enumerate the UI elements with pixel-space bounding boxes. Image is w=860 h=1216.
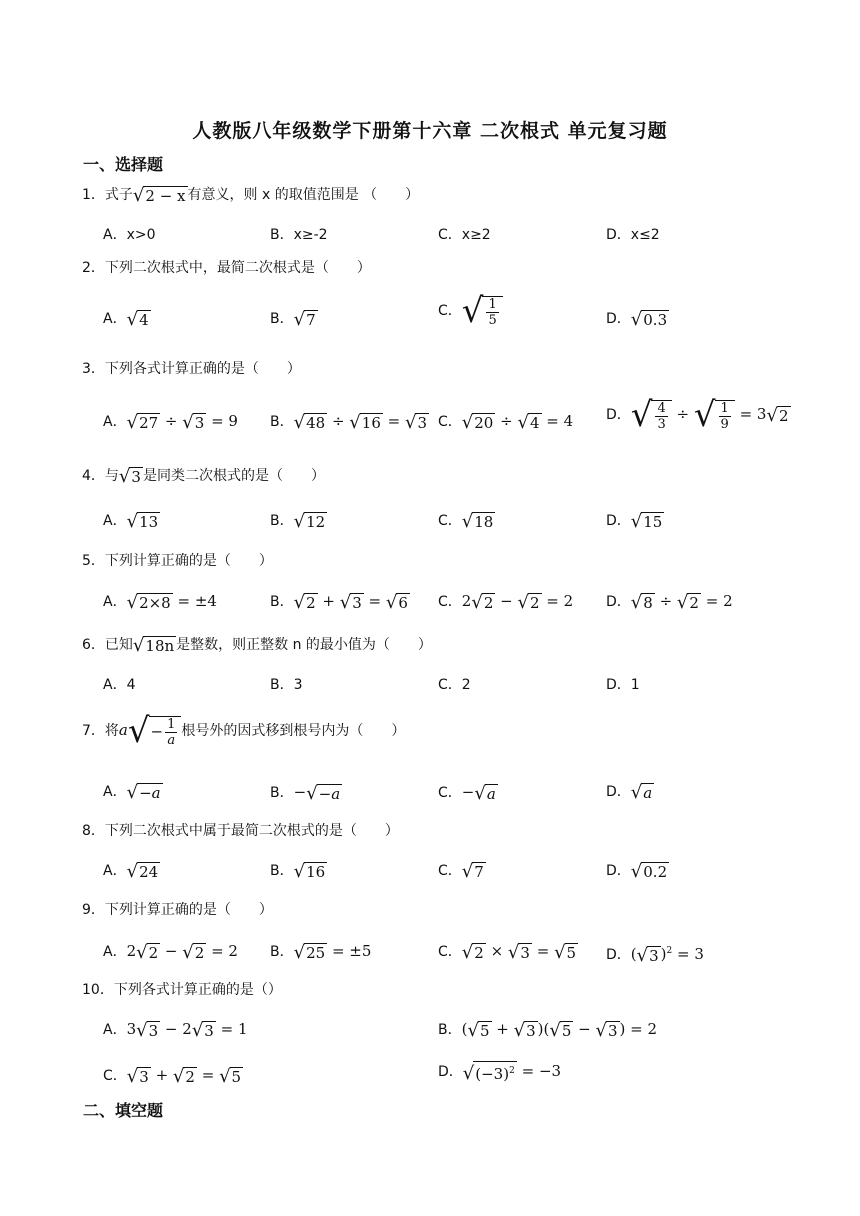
question-5: 5．下列计算正确的是（ ） (82, 553, 273, 569)
section-heading-fill: 二、填空题 (83, 1101, 164, 1120)
q5-option-d[interactable]: D． √ 8 ÷ √ 2 = 2 (606, 591, 733, 613)
q9-option-a[interactable]: A．2 √ 2 − √ 2 = 2 (103, 941, 238, 963)
q6-option-a[interactable]: A．4 (103, 677, 136, 693)
question-3: 3．下列各式计算正确的是（ ） (82, 361, 301, 377)
q4-option-b[interactable]: B． √ 12 (270, 510, 326, 532)
q3-option-d[interactable]: D． √ $\frac{4}{3}$ ÷ √ $\frac{1}{9}$ = 3 √ 2 (606, 395, 789, 435)
q2-option-a[interactable]: A． √ 4 (103, 308, 149, 330)
q4-option-c[interactable]: C． √ 18 (438, 510, 494, 532)
question-10: 10．下列各式计算正确的是（） (82, 982, 282, 998)
question-6: 6．已知 √ 18n 是整数，则正整数 n 的最小值为（ ） (82, 634, 432, 656)
q8-option-c[interactable]: C． √ 7 (438, 860, 484, 882)
q4-option-d[interactable]: D． √ 15 (606, 510, 663, 532)
q7-option-c[interactable]: C．− √ a (438, 782, 496, 804)
question-9: 9．下列计算正确的是（ ） (82, 902, 273, 918)
q1-option-b[interactable]: B．x≥-2 (270, 227, 328, 243)
q3-option-a[interactable]: A． √ 27 ÷ √ 3 = 9 (103, 411, 238, 433)
q10-option-a[interactable]: A．3 √ 3 − 2 √ 3 = 1 (103, 1019, 248, 1041)
question-7: 7．将a √ − $\frac{1}{a}$ 根号外的因式移到根号内为（ ） (82, 711, 406, 751)
question-2: 2．下列二次根式中，最简二次根式是（ ） (82, 260, 371, 276)
q10-option-b[interactable]: B．( √ 5 + √ 3 )( √ 5 − √ 3 ) = 2 (438, 1019, 658, 1041)
q2-option-c[interactable]: C． √ $\frac{1}{5}$ (438, 294, 503, 328)
q7-option-d[interactable]: D． √ a (606, 781, 653, 803)
q1-option-d[interactable]: D．x≤2 (606, 227, 660, 243)
radical: √ 2 − x (132, 184, 186, 206)
q9-option-b[interactable]: B． √ 25 = ±5 (270, 941, 372, 963)
q3-option-c[interactable]: C． √ 20 ÷ √ 4 = 4 (438, 411, 574, 433)
q9-option-c[interactable]: C． √ 2 × √ 3 = √ 5 (438, 941, 577, 963)
q9-option-d[interactable]: D．( √ 3 )$^2$ = 3 (606, 944, 704, 966)
q5-option-c[interactable]: C．2 √ 2 − √ 2 = 2 (438, 591, 574, 613)
q10-option-d[interactable]: D． √ $(-3)^2$ = −3 (438, 1062, 562, 1084)
q2-option-b[interactable]: B． √ 7 (270, 308, 316, 330)
q8-option-d[interactable]: D． √ 0.2 (606, 860, 668, 882)
question-8: 8．下列二次根式中属于最简二次根式的是（ ） (82, 823, 399, 839)
q8-option-a[interactable]: A． √ 24 (103, 860, 159, 882)
q1-option-a[interactable]: A．x>0 (103, 227, 156, 243)
q6-option-d[interactable]: D．1 (606, 677, 640, 693)
q10-option-c[interactable]: C． √ 3 + √ 2 = √ 5 (103, 1065, 242, 1087)
question-1: 1．式子 √ 2 − x 有意义，则 x 的取值范围是 （ ） (82, 184, 420, 206)
q4-option-a[interactable]: A． √ 13 (103, 510, 159, 532)
document-title: 人教版八年级数学下册第十六章 二次根式 单元复习题 (192, 120, 668, 142)
q8-option-b[interactable]: B． √ 16 (270, 860, 326, 882)
q3-option-b[interactable]: B． √ 48 ÷ √ 16 = √ 3 (270, 411, 428, 433)
q1-option-c[interactable]: C．x≥2 (438, 227, 491, 243)
q7-option-a[interactable]: A． √ −a (103, 781, 161, 803)
section-heading-choice: 一、选择题 (83, 155, 164, 174)
q2-option-d[interactable]: D． √ 0.3 (606, 308, 668, 330)
question-4: 4．与 √ 3 是同类二次根式的是（ ） (82, 465, 325, 487)
q5-option-a[interactable]: A． √ 2×8 = ±4 (103, 591, 217, 613)
q5-option-b[interactable]: B． √ 2 + √ 3 = √ 6 (270, 591, 408, 613)
q6-option-c[interactable]: C．2 (438, 677, 471, 693)
q7-option-b[interactable]: B．− √ −a (270, 782, 341, 804)
q6-option-b[interactable]: B．3 (270, 677, 303, 693)
